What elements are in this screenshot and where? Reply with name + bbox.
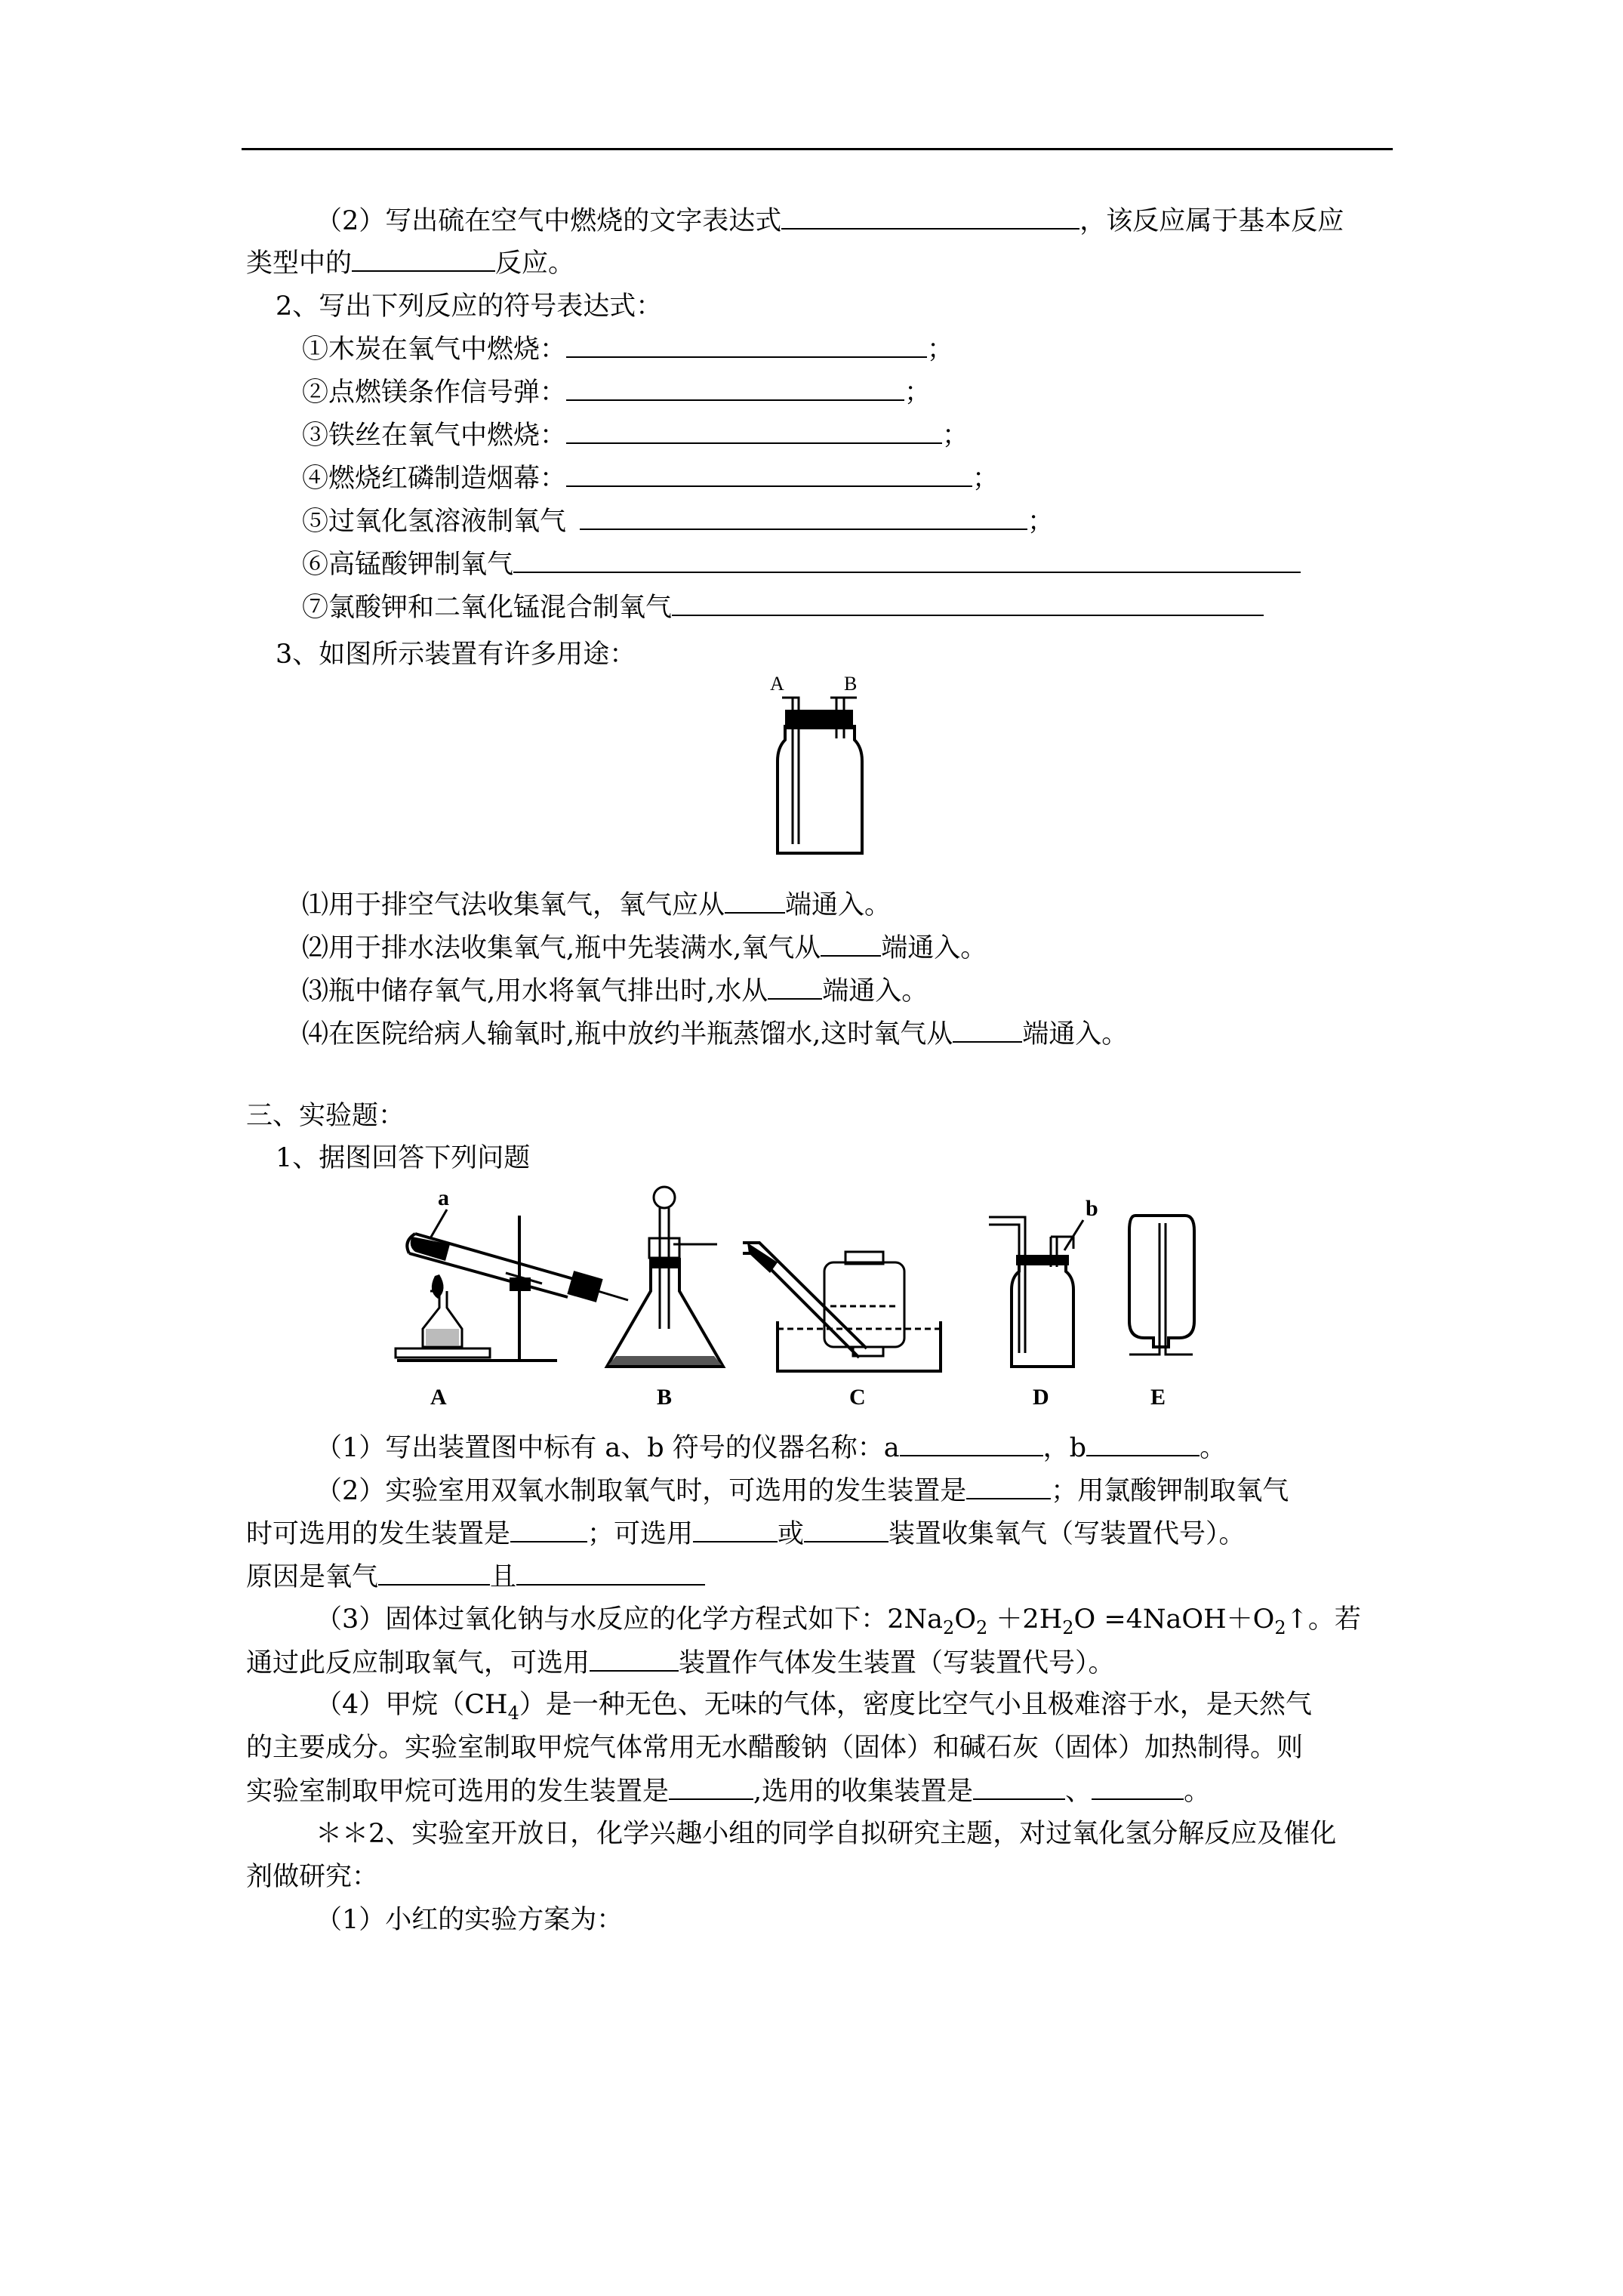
exp2-line3: （1）小红的实验方案为： [316, 1905, 624, 1935]
q2-item-3: ③铁丝在氧气中燃烧： ； [302, 418, 969, 452]
exp1-q4-line3: 实验室制取甲烷可选用的发生装置是 ,选用的收集装置是 、 。 [246, 1774, 1210, 1808]
label-C: C [849, 1385, 866, 1410]
answer-blank[interactable] [693, 1517, 778, 1542]
q3-title: 3、如图所示装置有许多用途： [276, 639, 636, 670]
answer-blank[interactable] [566, 375, 904, 401]
gas-bottle-figure [755, 672, 883, 861]
q3-item-3: ⑶瓶中储存氧气,用水将氧气排出时,水从 端通入。 [302, 974, 928, 1008]
exp1-q4-line1: （4）甲烷$(CH_4)$是一种无色、无味的气体，密度比空气小且极难溶于水，是天然气 [316, 1690, 1312, 1724]
exp1-q2-line2: 时可选用的发生装置是 ；可选用 或 装置收集氧气（写装置代号）。 [246, 1517, 1246, 1551]
answer-blank[interactable] [1086, 1431, 1200, 1456]
q3-item-1: ⑴用于排空气法收集氧气，氧气应从 端通入。 [302, 888, 891, 922]
answer-blank[interactable] [580, 504, 1027, 530]
q2-item-6: ⑥高锰酸钾制氧气 [302, 547, 1301, 581]
apparatus-figure [393, 1178, 1215, 1412]
q2-item-4: ④燃烧红磷制造烟幕： ； [302, 461, 999, 495]
label-B: B [657, 1385, 673, 1410]
exp1-q1: （1）写出装置图中标有 a、b 符号的仪器名称：a ，b 。 [316, 1431, 1226, 1465]
exp1-q4-line2: 的主要成分。实验室制取甲烷气体常用无水醋酸钠（固体）和碱石灰（固体）加热制得。则 [246, 1733, 1304, 1763]
sulfur-question-cont: 类型中的 反应。 [246, 246, 574, 280]
exp2-line1: ＊＊2、实验室开放日，化学兴趣小组的同学自拟研究主题，对过氧化氢分解反应及催化 [316, 1819, 1337, 1849]
exp1-title: 1、据图回答下列问题 [276, 1143, 531, 1173]
answer-blank[interactable] [513, 547, 1301, 573]
apparatus-e [1129, 1216, 1194, 1410]
q2-item-1: ①木炭在氧气中燃烧： ； [302, 332, 953, 366]
section-3-title: 三、实验题： [246, 1101, 405, 1131]
q2-item-5: ⑤过氧化氢溶液制氧气 ； [302, 504, 1054, 538]
label-b: b [1086, 1196, 1098, 1221]
answer-blank[interactable] [900, 1431, 1043, 1456]
header-rule [242, 148, 1393, 150]
apparatus-c [743, 1243, 941, 1410]
q2-item-2: ②点燃镁条作信号弹： ； [302, 375, 931, 409]
label-E: E [1150, 1385, 1166, 1410]
answer-blank[interactable] [378, 1560, 490, 1586]
answer-blank[interactable] [966, 1474, 1051, 1499]
label-A: A [770, 673, 784, 695]
label-B: B [844, 673, 858, 695]
exp1-q3-line2: 通过此反应制取氧气，可选用 装置作气体发生装置（写装置代号）。 [246, 1646, 1115, 1680]
q3-item-2: ⑵用于排水法收集氧气,瓶中先装满水,氧气从 端通入。 [302, 931, 987, 965]
answer-blank[interactable] [804, 1517, 888, 1542]
exp1-q2-line3: 原因是氧气 且 [246, 1560, 705, 1594]
answer-blank[interactable] [973, 1774, 1065, 1800]
answer-blank[interactable] [510, 1517, 587, 1542]
answer-blank[interactable] [768, 974, 822, 1000]
answer-blank[interactable] [725, 888, 785, 914]
label-A: A [430, 1385, 447, 1410]
answer-blank[interactable] [669, 1774, 753, 1800]
answer-blank[interactable] [672, 590, 1264, 616]
sulfur-question: （2）写出硫在空气中燃烧的文字表达式 ，该反应属于基本反应 [316, 204, 1344, 238]
q3-item-4: ⑷在医院给病人输氧时,瓶中放约半瓶蒸馏水,这时氧气从 端通入。 [302, 1017, 1128, 1051]
exp1-q3-line1: （3）固体过氧化钠与水反应的化学方程式如下：$2Na_2O_2 +2H_2O$ $=4NaOH+O_2↑$。若 [316, 1604, 1361, 1638]
exp1-q2-line1: （2）实验室用双氧水制取氧气时，可选用的发生装置是 ；用氯酸钾制取氧气 [316, 1474, 1289, 1508]
answer-blank[interactable] [781, 204, 1079, 230]
q2-title: 2、写出下列反应的符号表达式： [276, 291, 663, 322]
answer-blank[interactable] [953, 1017, 1022, 1043]
answer-blank[interactable] [516, 1560, 705, 1586]
q2-item-7: ⑦氯酸钾和二氧化锰混合制氧气 [302, 590, 1264, 624]
apparatus-a [396, 1185, 628, 1410]
answer-blank[interactable] [1092, 1774, 1184, 1800]
answer-blank[interactable] [590, 1646, 679, 1672]
bottle [778, 725, 862, 853]
apparatus-d [989, 1196, 1098, 1410]
answer-blank[interactable] [821, 931, 881, 957]
answer-blank[interactable] [566, 332, 927, 358]
answer-blank[interactable] [566, 461, 972, 487]
answer-blank[interactable] [352, 246, 495, 272]
label-a: a [438, 1185, 449, 1210]
exp2-line2: 剂做研究： [246, 1862, 379, 1892]
label-D: D [1033, 1385, 1049, 1410]
answer-blank[interactable] [566, 418, 942, 444]
